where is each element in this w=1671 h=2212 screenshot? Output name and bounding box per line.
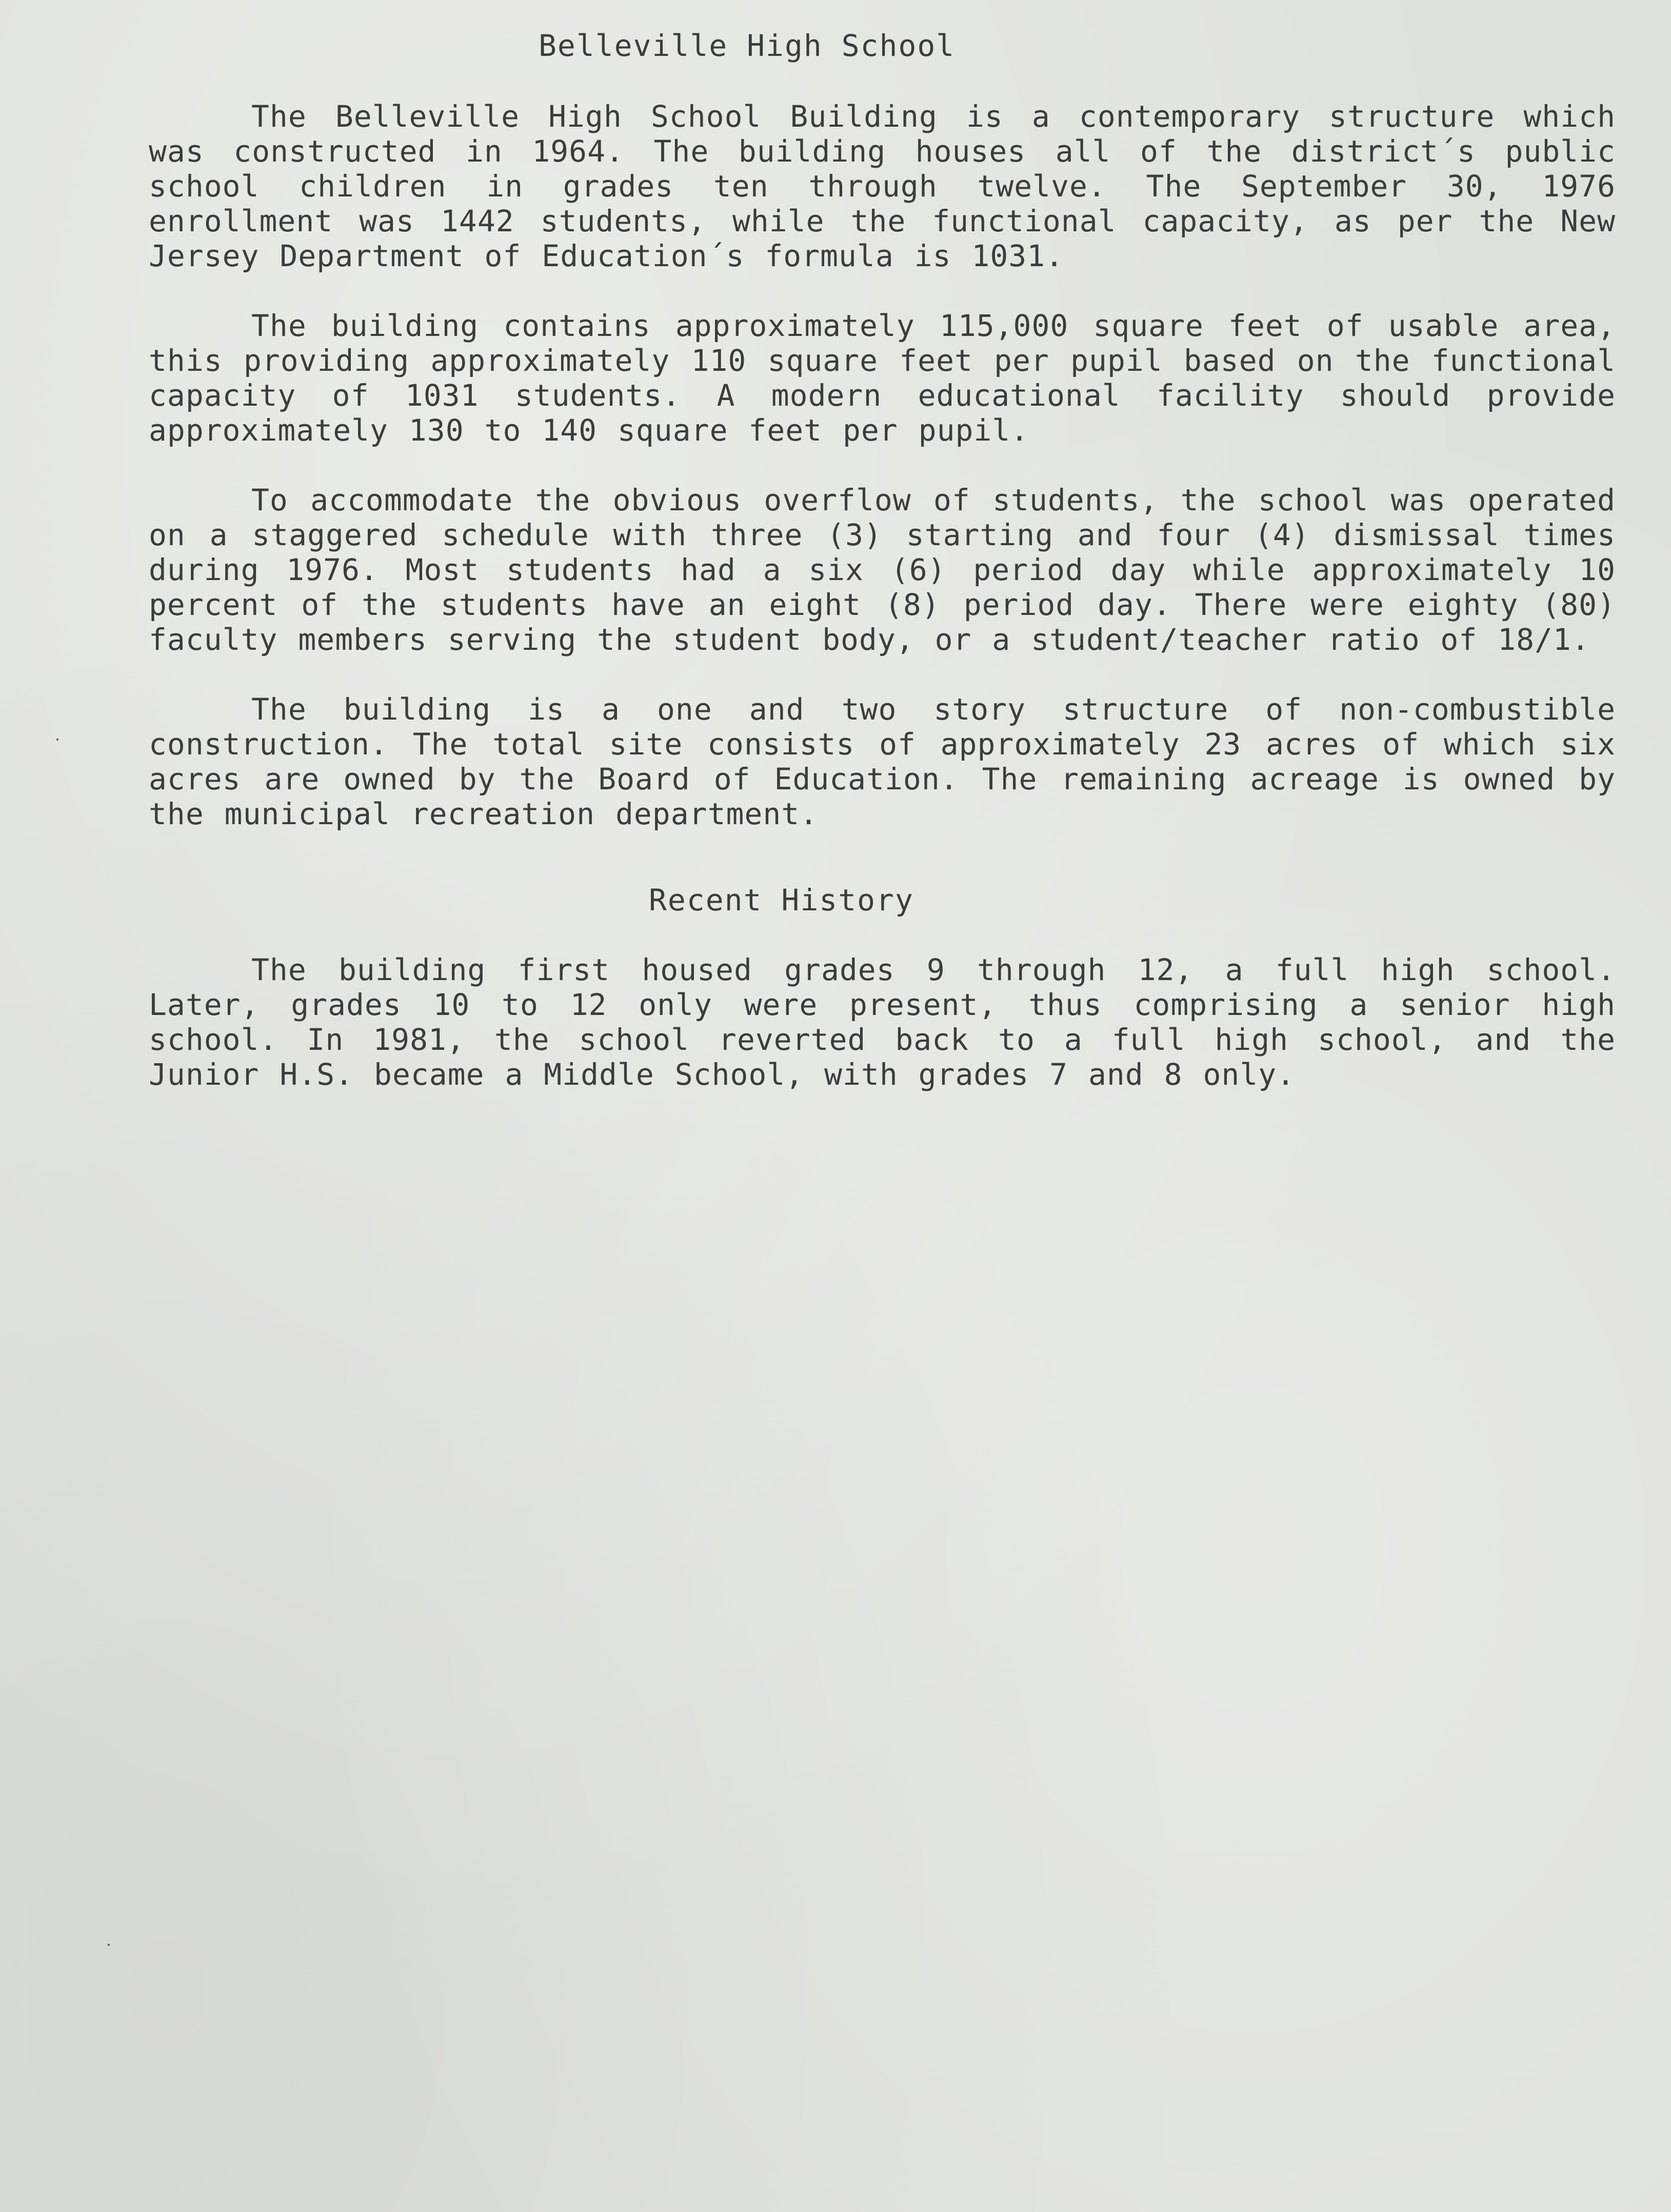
section-heading-recent-history: Recent History bbox=[649, 883, 914, 918]
paragraph-building-overview: The Belleville High School Building is a contemporary structure which was constructed in 1964. The building houses all of the district´s public school children in grades ten through twelve. The September 30, 1976 enrollment was 1442 students, while the functional capacity, as per the New Jersey Department of Education´s formula is 1031. bbox=[149, 99, 1616, 273]
document-page bbox=[149, 28, 1616, 1127]
paragraph-area: The building contains approximately 115,000 square feet of usable area, this providing approximately 110 square feet per pupil based on the functional capacity of 1031 students. A modern educational facility should provide approximately 130 to 140 square feet per pupil. bbox=[149, 308, 1616, 448]
paper-speck bbox=[56, 739, 58, 741]
paragraph-recent-history: The building first housed grades 9 through 12, a full high school. Later, grades 10 to 12 only were present, thus comprising a senior high school. In 1981, the school reverted back to a full high school, and the Junior H.S. became a Middle School, with grades 7 and 8 only. bbox=[149, 952, 1616, 1092]
paper-speck bbox=[108, 1944, 110, 1946]
paragraph-structure: The building is a one and two story structure of non-combustible construction. The total site consists of approximately 23 acres of which six acres are owned by the Board of Education. The remaining acreage is owned by the municipal recreation department. bbox=[149, 692, 1616, 831]
paragraph-schedule: To accommodate the obvious overflow of students, the school was operated on a staggered schedule with three (3) starting and four (4) dismissal times during 1976. Most students had a six (6) period day while approximately 10 percent of the students have an eight (8) period day. There were eighty (80) faculty members serving the student body, or a student/teacher ratio of 18/1. bbox=[149, 483, 1616, 657]
page-title: Belleville High School bbox=[539, 28, 956, 63]
